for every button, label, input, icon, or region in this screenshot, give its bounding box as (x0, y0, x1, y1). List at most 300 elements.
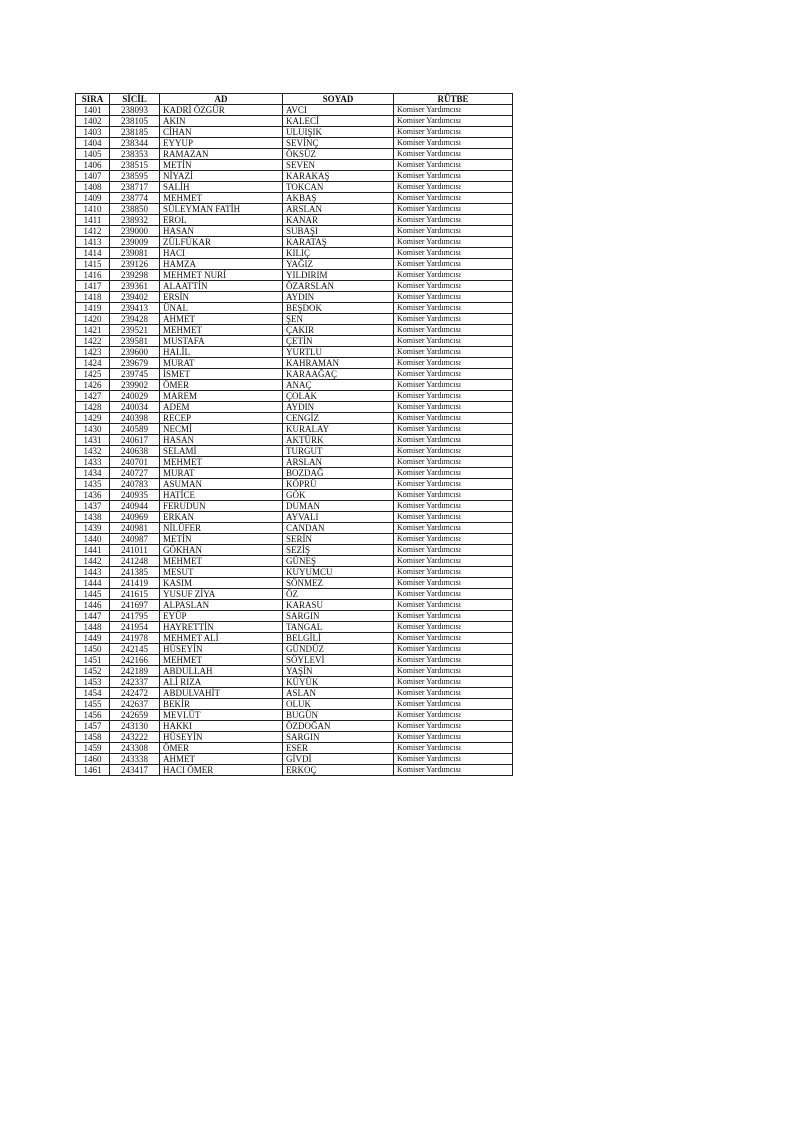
table-row (76, 721, 513, 732)
cell-ad: MURAT (160, 468, 283, 479)
cell-sicil: 238093 (110, 105, 160, 116)
cell-sira: 1421 (76, 325, 110, 336)
cell-sira: 1447 (76, 611, 110, 622)
header-sira: SIRA (76, 94, 110, 105)
table-row (76, 567, 513, 578)
header-sicil: SİCİL (110, 94, 160, 105)
cell-soyad: ARSLAN (283, 457, 394, 468)
cell-ad: SALİH (160, 182, 283, 193)
cell-sicil: 239902 (110, 380, 160, 391)
cell-rutbe: Komiser Yardımcısı (394, 259, 513, 270)
table-row (76, 358, 513, 369)
cell-rutbe: Komiser Yardımcısı (394, 490, 513, 501)
cell-soyad: KALECİ (283, 116, 394, 127)
cell-ad: MEHMET (160, 457, 283, 468)
cell-rutbe: Komiser Yardımcısı (394, 699, 513, 710)
cell-soyad: KAHRAMAN (283, 358, 394, 369)
cell-ad: SELAMİ (160, 446, 283, 457)
cell-soyad: CENGİZ (283, 413, 394, 424)
cell-ad: MEHMET ALİ (160, 633, 283, 644)
cell-soyad: ESER (283, 743, 394, 754)
table-row (76, 446, 513, 457)
cell-rutbe: Komiser Yardımcısı (394, 171, 513, 182)
cell-sira: 1422 (76, 336, 110, 347)
cell-soyad: SARGIN (283, 611, 394, 622)
cell-rutbe: Komiser Yardımcısı (394, 204, 513, 215)
cell-soyad: SEVEN (283, 160, 394, 171)
cell-sira: 1424 (76, 358, 110, 369)
cell-rutbe: Komiser Yardımcısı (394, 633, 513, 644)
cell-sira: 1440 (76, 534, 110, 545)
table-row (76, 710, 513, 721)
cell-sira: 1418 (76, 292, 110, 303)
cell-sira: 1438 (76, 512, 110, 523)
cell-soyad: SERİN (283, 534, 394, 545)
table-row (76, 149, 513, 160)
cell-rutbe: Komiser Yardımcısı (394, 655, 513, 666)
table-row (76, 424, 513, 435)
cell-rutbe: Komiser Yardımcısı (394, 402, 513, 413)
cell-soyad: GÜNDÜZ (283, 644, 394, 655)
table-header-row (76, 94, 513, 105)
cell-sicil: 239679 (110, 358, 160, 369)
cell-ad: ALPASLAN (160, 600, 283, 611)
cell-rutbe: Komiser Yardımcısı (394, 435, 513, 446)
cell-rutbe: Komiser Yardımcısı (394, 237, 513, 248)
cell-sira: 1426 (76, 380, 110, 391)
cell-rutbe: Komiser Yardımcısı (394, 457, 513, 468)
cell-rutbe: Komiser Yardımcısı (394, 512, 513, 523)
cell-soyad: KARASU (283, 600, 394, 611)
cell-ad: HACI (160, 248, 283, 259)
cell-sicil: 238595 (110, 171, 160, 182)
cell-soyad: AKTÜRK (283, 435, 394, 446)
cell-sicil: 241954 (110, 622, 160, 633)
cell-sicil: 238515 (110, 160, 160, 171)
cell-sira: 1456 (76, 710, 110, 721)
cell-sira: 1453 (76, 677, 110, 688)
cell-ad: ADEM (160, 402, 283, 413)
table-row (76, 534, 513, 545)
cell-sira: 1439 (76, 523, 110, 534)
cell-sira: 1414 (76, 248, 110, 259)
cell-soyad: ÖZDOĞAN (283, 721, 394, 732)
cell-ad: HÜSEYİN (160, 732, 283, 743)
cell-sicil: 240638 (110, 446, 160, 457)
cell-ad: İSMET (160, 369, 283, 380)
cell-ad: ALAATTİN (160, 281, 283, 292)
cell-sira: 1425 (76, 369, 110, 380)
cell-soyad: KARAKAŞ (283, 171, 394, 182)
cell-ad: HAMZA (160, 259, 283, 270)
cell-ad: HASAN (160, 435, 283, 446)
cell-sicil: 239009 (110, 237, 160, 248)
cell-sira: 1431 (76, 435, 110, 446)
cell-rutbe: Komiser Yardımcısı (394, 182, 513, 193)
document-sheet (75, 93, 512, 776)
cell-ad: METİN (160, 160, 283, 171)
table-row (76, 226, 513, 237)
cell-sira: 1406 (76, 160, 110, 171)
cell-sira: 1428 (76, 402, 110, 413)
cell-sicil: 242637 (110, 699, 160, 710)
cell-ad: CİHAN (160, 127, 283, 138)
cell-sira: 1449 (76, 633, 110, 644)
cell-rutbe: Komiser Yardımcısı (394, 534, 513, 545)
cell-rutbe: Komiser Yardımcısı (394, 413, 513, 424)
cell-rutbe: Komiser Yardımcısı (394, 369, 513, 380)
cell-rutbe: Komiser Yardımcısı (394, 336, 513, 347)
cell-ad: MEHMET (160, 556, 283, 567)
table-row (76, 688, 513, 699)
cell-sira: 1430 (76, 424, 110, 435)
cell-ad: MEVLÜT (160, 710, 283, 721)
cell-sicil: 240617 (110, 435, 160, 446)
cell-ad: AHMET (160, 314, 283, 325)
cell-ad: MESUT (160, 567, 283, 578)
cell-sicil: 241615 (110, 589, 160, 600)
cell-ad: NECMİ (160, 424, 283, 435)
cell-soyad: ŞEN (283, 314, 394, 325)
table-row (76, 336, 513, 347)
cell-sicil: 243130 (110, 721, 160, 732)
cell-ad: METİN (160, 534, 283, 545)
table-row (76, 127, 513, 138)
table-row (76, 402, 513, 413)
cell-soyad: YAĞIZ (283, 259, 394, 270)
cell-sicil: 239361 (110, 281, 160, 292)
table-row (76, 457, 513, 468)
cell-rutbe: Komiser Yardımcısı (394, 523, 513, 534)
table-row (76, 270, 513, 281)
cell-sira: 1405 (76, 149, 110, 160)
cell-ad: EROL (160, 215, 283, 226)
cell-sicil: 242189 (110, 666, 160, 677)
cell-sira: 1443 (76, 567, 110, 578)
table-row (76, 666, 513, 677)
table-row (76, 160, 513, 171)
cell-sira: 1412 (76, 226, 110, 237)
table-row (76, 501, 513, 512)
cell-ad: MURAT (160, 358, 283, 369)
cell-sicil: 238353 (110, 149, 160, 160)
cell-rutbe: Komiser Yardımcısı (394, 644, 513, 655)
cell-sira: 1401 (76, 105, 110, 116)
cell-sira: 1408 (76, 182, 110, 193)
table-row (76, 369, 513, 380)
cell-sicil: 238344 (110, 138, 160, 149)
cell-rutbe: Komiser Yardımcısı (394, 281, 513, 292)
table-row (76, 347, 513, 358)
cell-soyad: ÇAKIR (283, 325, 394, 336)
cell-sicil: 239298 (110, 270, 160, 281)
table-row (76, 644, 513, 655)
cell-ad: NİLÜFER (160, 523, 283, 534)
cell-ad: MEHMET (160, 655, 283, 666)
cell-sira: 1460 (76, 754, 110, 765)
cell-ad: HAYRETTİN (160, 622, 283, 633)
cell-soyad: TOKCAN (283, 182, 394, 193)
cell-soyad: KUYUMCU (283, 567, 394, 578)
cell-sicil: 238105 (110, 116, 160, 127)
cell-sicil: 239600 (110, 347, 160, 358)
cell-soyad: SÖNMEZ (283, 578, 394, 589)
cell-soyad: KARAAĞAÇ (283, 369, 394, 380)
cell-soyad: ERKOÇ (283, 765, 394, 776)
cell-soyad: GİVDİ (283, 754, 394, 765)
cell-rutbe: Komiser Yardımcısı (394, 468, 513, 479)
cell-ad: YUSUF ZİYA (160, 589, 283, 600)
cell-sicil: 241978 (110, 633, 160, 644)
cell-soyad: ÖZ (283, 589, 394, 600)
cell-ad: MUSTAFA (160, 336, 283, 347)
cell-soyad: GÜNEŞ (283, 556, 394, 567)
cell-sira: 1455 (76, 699, 110, 710)
table-row (76, 655, 513, 666)
cell-sira: 1429 (76, 413, 110, 424)
cell-sira: 1442 (76, 556, 110, 567)
cell-soyad: KANAR (283, 215, 394, 226)
cell-rutbe: Komiser Yardımcısı (394, 314, 513, 325)
cell-soyad: BEŞDOK (283, 303, 394, 314)
table-row (76, 182, 513, 193)
table-row (76, 204, 513, 215)
cell-sira: 1451 (76, 655, 110, 666)
cell-sicil: 240034 (110, 402, 160, 413)
cell-rutbe: Komiser Yardımcısı (394, 380, 513, 391)
cell-sicil: 243308 (110, 743, 160, 754)
table-row (76, 611, 513, 622)
cell-rutbe: Komiser Yardımcısı (394, 358, 513, 369)
cell-sicil: 240783 (110, 479, 160, 490)
cell-soyad: AVCI (283, 105, 394, 116)
table-row (76, 765, 513, 776)
header-ad: AD (160, 94, 283, 105)
cell-rutbe: Komiser Yardımcısı (394, 138, 513, 149)
cell-rutbe: Komiser Yardımcısı (394, 193, 513, 204)
cell-soyad: ARSLAN (283, 204, 394, 215)
cell-rutbe: Komiser Yardımcısı (394, 765, 513, 776)
cell-sicil: 239745 (110, 369, 160, 380)
cell-sicil: 240969 (110, 512, 160, 523)
cell-sira: 1452 (76, 666, 110, 677)
cell-soyad: YURTLU (283, 347, 394, 358)
cell-ad: AHMET (160, 754, 283, 765)
cell-sicil: 242659 (110, 710, 160, 721)
table-row (76, 556, 513, 567)
cell-sira: 1407 (76, 171, 110, 182)
cell-sicil: 240701 (110, 457, 160, 468)
cell-rutbe: Komiser Yardımcısı (394, 215, 513, 226)
cell-sira: 1432 (76, 446, 110, 457)
cell-soyad: CANDAN (283, 523, 394, 534)
cell-soyad: YILDIRIM (283, 270, 394, 281)
cell-ad: ERKAN (160, 512, 283, 523)
cell-soyad: KURALAY (283, 424, 394, 435)
cell-rutbe: Komiser Yardımcısı (394, 743, 513, 754)
cell-rutbe: Komiser Yardımcısı (394, 479, 513, 490)
cell-sicil: 240987 (110, 534, 160, 545)
cell-soyad: SEZİŞ (283, 545, 394, 556)
table-row (76, 413, 513, 424)
cell-ad: MEHMET (160, 325, 283, 336)
cell-sira: 1446 (76, 600, 110, 611)
cell-ad: HACI ÖMER (160, 765, 283, 776)
cell-soyad: ÇOLAK (283, 391, 394, 402)
cell-ad: NİYAZİ (160, 171, 283, 182)
table-row (76, 699, 513, 710)
cell-ad: ABDULVAHİT (160, 688, 283, 699)
cell-ad: MEHMET (160, 193, 283, 204)
cell-soyad: AYDIN (283, 402, 394, 413)
cell-soyad: SÖYLEVİ (283, 655, 394, 666)
cell-soyad: KÜYÜK (283, 677, 394, 688)
cell-sira: 1413 (76, 237, 110, 248)
cell-sira: 1458 (76, 732, 110, 743)
cell-sira: 1403 (76, 127, 110, 138)
cell-soyad: BELGİLİ (283, 633, 394, 644)
cell-ad: ÜNAL (160, 303, 283, 314)
cell-rutbe: Komiser Yardımcısı (394, 303, 513, 314)
cell-ad: HASAN (160, 226, 283, 237)
cell-rutbe: Komiser Yardımcısı (394, 446, 513, 457)
cell-sicil: 239581 (110, 336, 160, 347)
cell-rutbe: Komiser Yardımcısı (394, 248, 513, 259)
cell-ad: HAKKI (160, 721, 283, 732)
cell-ad: GÖKHAN (160, 545, 283, 556)
table-row (76, 622, 513, 633)
cell-sira: 1420 (76, 314, 110, 325)
cell-rutbe: Komiser Yardımcısı (394, 347, 513, 358)
cell-sira: 1450 (76, 644, 110, 655)
cell-sicil: 239126 (110, 259, 160, 270)
cell-rutbe: Komiser Yardımcısı (394, 666, 513, 677)
cell-rutbe: Komiser Yardımcısı (394, 545, 513, 556)
cell-sicil: 238850 (110, 204, 160, 215)
cell-sicil: 242472 (110, 688, 160, 699)
cell-soyad: AYDIN (283, 292, 394, 303)
cell-ad: HÜSEYİN (160, 644, 283, 655)
cell-rutbe: Komiser Yardımcısı (394, 710, 513, 721)
cell-sira: 1445 (76, 589, 110, 600)
cell-sira: 1436 (76, 490, 110, 501)
cell-ad: HATİCE (160, 490, 283, 501)
cell-ad: ASUMAN (160, 479, 283, 490)
table-row (76, 743, 513, 754)
table-row (76, 281, 513, 292)
cell-rutbe: Komiser Yardımcısı (394, 391, 513, 402)
cell-sicil: 239000 (110, 226, 160, 237)
cell-sira: 1441 (76, 545, 110, 556)
table-row (76, 754, 513, 765)
cell-soyad: KARATAŞ (283, 237, 394, 248)
cell-ad: ÖMER (160, 743, 283, 754)
table-row (76, 391, 513, 402)
table-row (76, 248, 513, 259)
table-row (76, 237, 513, 248)
cell-sicil: 241795 (110, 611, 160, 622)
cell-soyad: ÖKSÜZ (283, 149, 394, 160)
cell-soyad: BOZDAĞ (283, 468, 394, 479)
cell-rutbe: Komiser Yardımcısı (394, 160, 513, 171)
table-row (76, 138, 513, 149)
cell-sicil: 240935 (110, 490, 160, 501)
table-row (76, 600, 513, 611)
cell-soyad: ÖZARSLAN (283, 281, 394, 292)
cell-sira: 1437 (76, 501, 110, 512)
cell-rutbe: Komiser Yardımcısı (394, 127, 513, 138)
cell-soyad: KILIÇ (283, 248, 394, 259)
table-row (76, 677, 513, 688)
cell-sicil: 240981 (110, 523, 160, 534)
cell-sicil: 239413 (110, 303, 160, 314)
cell-sicil: 238717 (110, 182, 160, 193)
cell-sira: 1415 (76, 259, 110, 270)
cell-soyad: TANGAL (283, 622, 394, 633)
table-row (76, 259, 513, 270)
table-row (76, 479, 513, 490)
cell-sira: 1434 (76, 468, 110, 479)
cell-soyad: AKBAŞ (283, 193, 394, 204)
cell-ad: RAMAZAN (160, 149, 283, 160)
cell-sira: 1461 (76, 765, 110, 776)
cell-rutbe: Komiser Yardımcısı (394, 611, 513, 622)
cell-sicil: 239402 (110, 292, 160, 303)
cell-sira: 1427 (76, 391, 110, 402)
cell-ad: MAREM (160, 391, 283, 402)
cell-sicil: 241697 (110, 600, 160, 611)
cell-sicil: 241011 (110, 545, 160, 556)
cell-rutbe: Komiser Yardımcısı (394, 556, 513, 567)
cell-soyad: OLUK (283, 699, 394, 710)
cell-sira: 1419 (76, 303, 110, 314)
cell-rutbe: Komiser Yardımcısı (394, 325, 513, 336)
cell-ad: ÖMER (160, 380, 283, 391)
table-row (76, 325, 513, 336)
cell-sicil: 240589 (110, 424, 160, 435)
cell-ad: ZÜLFÜKAR (160, 237, 283, 248)
cell-soyad: AYVALI (283, 512, 394, 523)
cell-rutbe: Komiser Yardımcısı (394, 677, 513, 688)
cell-ad: ABDULLAH (160, 666, 283, 677)
cell-soyad: ÇETİN (283, 336, 394, 347)
cell-rutbe: Komiser Yardımcısı (394, 567, 513, 578)
cell-soyad: SEVİNÇ (283, 138, 394, 149)
cell-sicil: 238774 (110, 193, 160, 204)
cell-sira: 1411 (76, 215, 110, 226)
cell-sicil: 241419 (110, 578, 160, 589)
cell-sira: 1433 (76, 457, 110, 468)
cell-ad: RECEP (160, 413, 283, 424)
cell-sicil: 242145 (110, 644, 160, 655)
cell-soyad: SUBAŞI (283, 226, 394, 237)
table-row (76, 105, 513, 116)
cell-ad: SÜLEYMAN FATİH (160, 204, 283, 215)
cell-rutbe: Komiser Yardımcısı (394, 105, 513, 116)
cell-sira: 1402 (76, 116, 110, 127)
cell-sira: 1459 (76, 743, 110, 754)
cell-sicil: 238932 (110, 215, 160, 226)
cell-sicil: 240727 (110, 468, 160, 479)
cell-sira: 1423 (76, 347, 110, 358)
cell-sicil: 239081 (110, 248, 160, 259)
cell-soyad: KÖPRÜ (283, 479, 394, 490)
table-row (76, 171, 513, 182)
table-row (76, 523, 513, 534)
cell-rutbe: Komiser Yardımcısı (394, 732, 513, 743)
cell-ad: AKIN (160, 116, 283, 127)
cell-sicil: 242337 (110, 677, 160, 688)
